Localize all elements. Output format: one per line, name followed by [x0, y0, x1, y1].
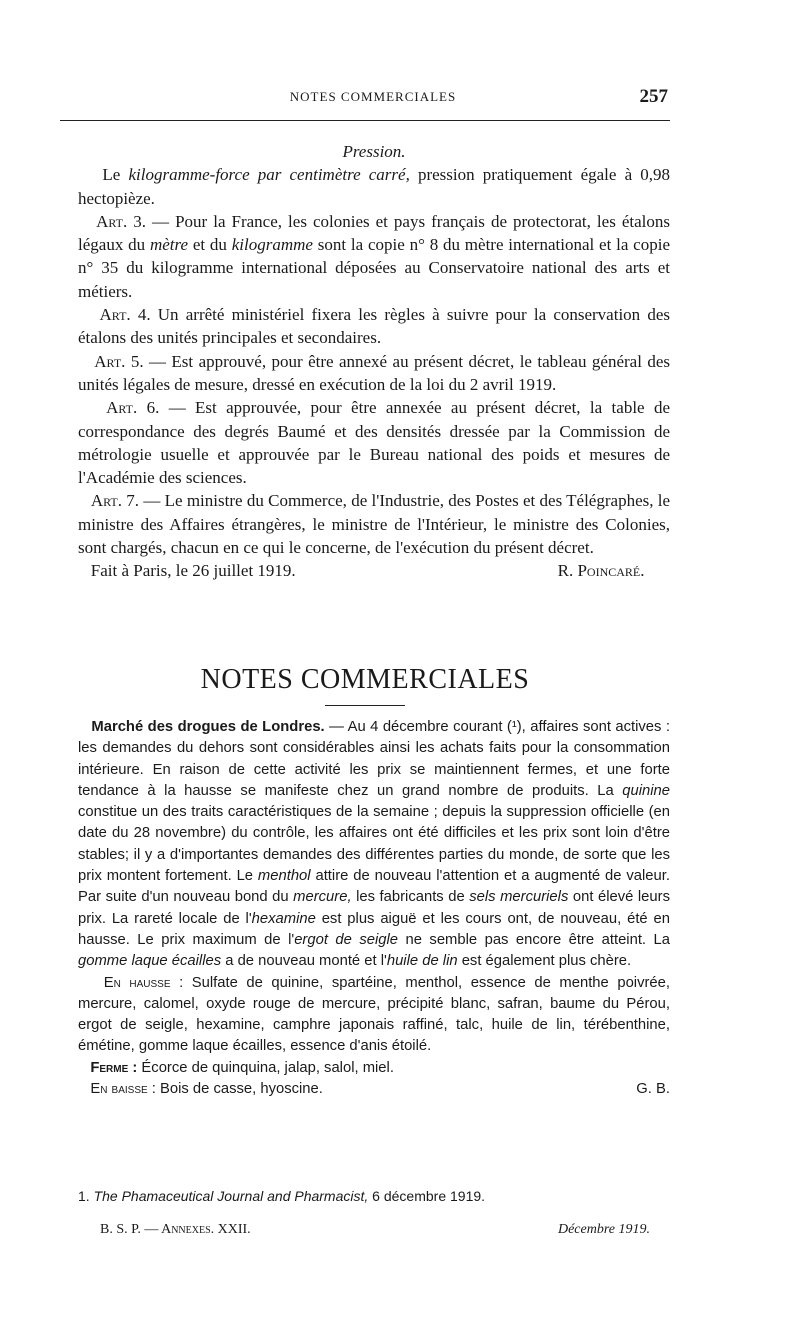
- ferme-paragraph: Ferme : Écorce de quinquina, jalap, salol, miel.: [90, 1059, 394, 1076]
- signed-place: Fait à Paris, le 26 juillet 1919.: [90, 561, 296, 581]
- baisse-paragraph: [78, 1079, 670, 1100]
- page-number: 257: [639, 86, 668, 107]
- page-footer: [100, 1222, 650, 1238]
- baisse-text: En baisse : Bois de casse, hyoscine.: [90, 1081, 323, 1098]
- signature-line: [78, 559, 670, 582]
- footnote: 1. The Phamaceutical Journal and Pharmacist, 6 décembre 1919.: [78, 1188, 486, 1204]
- author-initials: G. B.: [636, 1081, 670, 1098]
- section-title: NOTES COMMERCIALES: [200, 664, 530, 695]
- running-head: [78, 86, 668, 108]
- section-rule: [325, 705, 405, 706]
- footer-left: B. S. P. — Annexes. XXII.: [100, 1222, 251, 1237]
- article-4: Art. 4. Un arrêté ministériel fixera les règles à suivre pour la conservation des étalons des unités principales et secondaires.: [78, 305, 671, 348]
- decree-text: [78, 140, 670, 583]
- footer-right: Décembre 1919.: [557, 1222, 650, 1237]
- header-rule: [60, 120, 670, 121]
- article-5: Art. 5. — Est approuvé, pour être annexé au présent décret, le tableau général des unités légales de mesure, dressé en exécution de la loi du 2 avril 1919.: [78, 351, 670, 394]
- commercial-notes: [78, 717, 670, 1100]
- running-title: NOTES COMMERCIALES: [289, 89, 457, 104]
- pression-paragraph: Le kilogramme-force par centimètre carré, pression pratiquement égale à 0,98 hectopièze.: [78, 165, 671, 208]
- article-7: Art. 7. — Le ministre du Commerce, de l'Industrie, des Postes et des Télégraphes, le ministre des Affaires étrangères, le ministre de l'Intérieur, le ministre des Colonies, sont chargés, chacun en ce qui le concerne, de l'exécution du présent décret.: [78, 491, 671, 558]
- hausse-paragraph: En hausse : Sulfate de quinine, spartéine, menthol, essence de menthe poivrée, mercure, calomel, oxyde rouge de mercure, précipité blanc, safran, baume du Pérou, ergot de seigle, hexamine, camphre japonais raffiné, talc, huile de lin, térébenthine, émétine, gomme laque écailles, essence d'anis étoilé.: [78, 974, 670, 1055]
- article-3: Art. 3. — Pour la France, les colonies et pays français de protectorat, les étalons légaux du mètre et du kilogramme sont la copie n° 8 du mètre international et la copie n° 35 du kilogramme international déposées au Conservatoire national des arts et métiers.: [78, 211, 670, 301]
- article-6: Art. 6. — Est approuvée, pour être annexée au présent décret, la table de correspondance des degrés Baumé et des densités dressée par la Commission de métrologie usuelle et approuvée par le Bureau national des poids et mesures de l'Académie des sciences.: [78, 398, 670, 488]
- pression-title: Pression.: [342, 142, 406, 161]
- market-paragraph: Marché des drogues de Londres. — Au 4 décembre courant (¹), affaires sont actives : les demandes du dehors sont considérables ainsi les achats faits pour la consommation intérieure. En raison de cette activité les prix se maintiennent fermes, et une forte tendance à la hausse se manifeste chez un grand nombre de produits. La quinine constitue un des traits caractéristiques de la semaine ; depuis la suppression officielle (en date du 28 novembre) du contrôle, les affaires ont été difficiles et les prix sont loin d'être stables; il y a d'importantes demandes des différentes parties du monde, de sorte que les prix montent fortement. Le menthol attire de nouveau l'attention et a augmenté de valeur. Par suite d'un nouveau bond du mercure, les fabricants de sels mercuriels ont élevé leurs prix. La rareté locale de l'hexamine est plus aiguë et les cours ont, de nouveau, été en hausse. Le prix maximum de l'ergot de seigle ne semble pas encore être atteint. La gomme laque écailles a de nouveau monté et l'huile de lin est également plus chère.: [78, 719, 671, 970]
- signed-name: R. Poincaré.: [557, 561, 645, 581]
